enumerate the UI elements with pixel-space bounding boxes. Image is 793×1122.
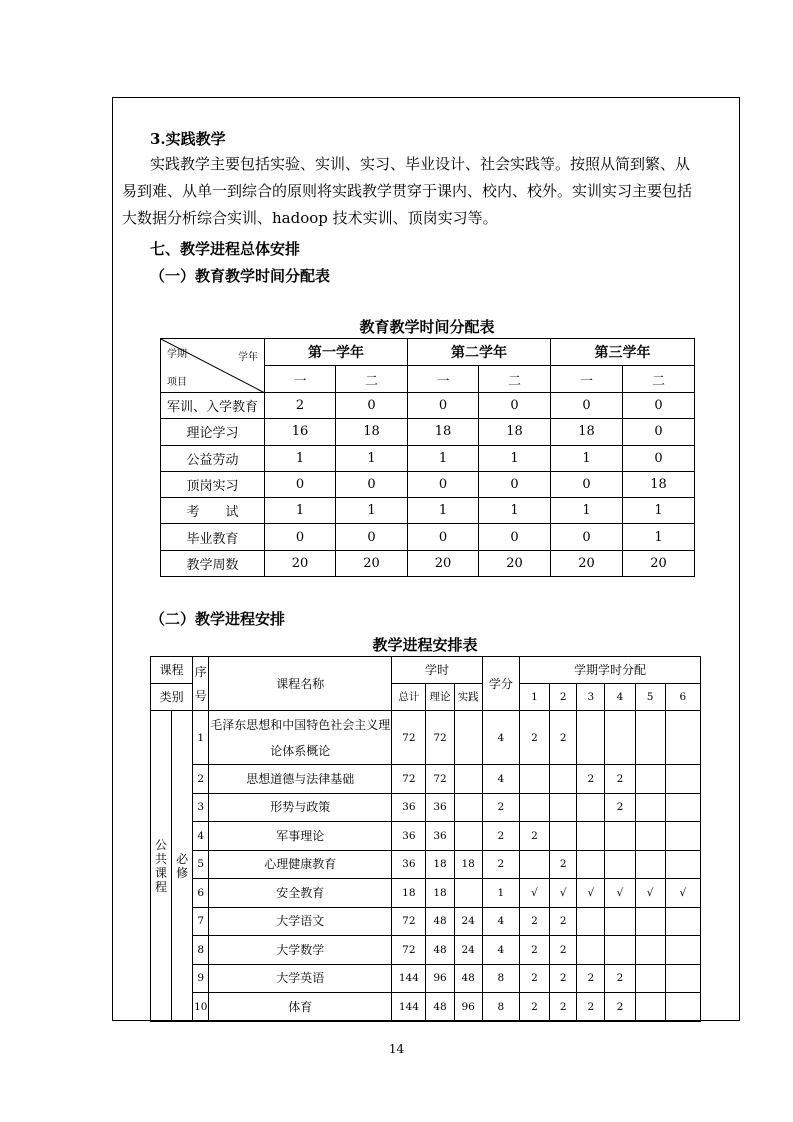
table-cell: 0 [336,393,408,419]
table-row [161,445,695,471]
term-hours [550,822,577,851]
hours-practice: 24 [454,907,482,936]
term-hours [605,711,635,765]
table-cell: 20 [551,550,623,576]
course-name [209,993,392,1022]
hours-theory: 48 [426,907,454,936]
table-cell: 0 [551,393,623,419]
time-allocation-table [160,338,695,577]
table-cell: 1 [623,498,695,524]
header-category-1: 课程 [151,657,193,684]
year-header-1: 第一学年 [265,339,408,366]
section-3-line-1: 实践教学主要包括实验、实训、实习、毕业设计、社会实践等。按照从简到繁、从 [150,155,691,173]
course-name [209,936,392,965]
credits: 4 [482,711,519,765]
table-cell: 18 [623,471,695,497]
term-hours [635,993,665,1022]
term-hours: 2 [519,711,549,765]
year-header-2: 第二学年 [408,339,551,366]
table-cell: 0 [265,524,336,550]
term-header: 二 [479,366,551,393]
term-hours [550,793,577,822]
header-term: 2 [550,684,577,711]
hours-total: 36 [392,822,426,851]
table-cell: 18 [408,419,479,445]
category-public-courses [151,711,172,1022]
term-hours [519,850,549,879]
required-char: 修 [176,865,189,880]
table-row [161,419,695,445]
term-hours: 2 [577,993,605,1022]
table-cell: 0 [479,471,551,497]
term-hours: 2 [550,850,577,879]
row-label: 顶岗实习 [161,471,265,497]
header-term: 1 [519,684,549,711]
term-header: 一 [265,366,336,393]
term-hours [635,765,665,794]
term-hours: 2 [550,711,577,765]
table-cell: 20 [265,550,336,576]
hours-total: 144 [392,964,426,993]
table-cell: 0 [336,524,408,550]
hours-theory: 18 [426,879,454,908]
table-row [151,822,701,851]
table-cell: 20 [623,550,695,576]
row-label: 教学周数 [161,550,265,576]
category-char: 程 [155,879,168,894]
corner-year-label: 学年 [238,352,258,363]
course-name [209,850,392,879]
table-cell: 1 [408,498,479,524]
term-hours [577,936,605,965]
table-row [151,793,701,822]
hours-total: 72 [392,711,426,765]
table-cell: 18 [336,419,408,445]
corner-period-label: 学期 [167,349,187,360]
hours-theory: 36 [426,822,454,851]
header-term: 3 [577,684,605,711]
course-no: 5 [193,850,209,879]
sub2-heading: （二）教学进程安排 [150,610,286,628]
term-hours [665,936,700,965]
table-cell: 1 [551,445,623,471]
term-hours [577,907,605,936]
header-credits: 学分 [482,657,519,711]
term-hours: 2 [577,964,605,993]
table-cell: 0 [265,471,336,497]
term-hours: 2 [550,964,577,993]
term-hours [635,907,665,936]
course-name-line: 军事理论 [276,828,325,843]
term-hours [635,793,665,822]
course-name [209,711,392,765]
schedule-table [150,656,701,1022]
term-hours [665,711,700,765]
section-3-heading: 3.实践教学 [150,130,226,148]
course-name-line: 大学英语 [276,971,325,986]
term-hours: √ [665,879,700,908]
table-row [161,498,695,524]
header-course-name: 课程名称 [209,657,392,711]
table-cell: 18 [551,419,623,445]
schedule-caption: 教学进程安排表 [372,636,478,654]
course-no: 7 [193,907,209,936]
course-no: 3 [193,793,209,822]
term-hours: 2 [605,765,635,794]
course-name-line: 心理健康教育 [264,857,337,872]
header-practice: 实践 [454,684,482,711]
header-hours: 学时 [392,657,482,684]
term-hours: 2 [550,936,577,965]
credits: 2 [482,850,519,879]
table-row [161,471,695,497]
credits: 2 [482,793,519,822]
credits: 4 [482,936,519,965]
term-hours: 2 [605,993,635,1022]
row-label: 考 试 [161,498,265,524]
course-name [209,964,392,993]
term-hours: 2 [519,936,549,965]
course-name-line: 毛泽东思想和中国特色社会主义理 [210,717,391,732]
table-cell: 0 [479,393,551,419]
header-term: 5 [635,684,665,711]
table-cell: 20 [336,550,408,576]
category-char: 课 [155,865,168,880]
term-header: 一 [551,366,623,393]
course-name-line: 大学数学 [276,942,325,957]
course-name [209,822,392,851]
term-hours [665,993,700,1022]
hours-theory: 96 [426,964,454,993]
term-hours [605,822,635,851]
term-header: 一 [408,366,479,393]
table-row [151,993,701,1022]
table-cell: 1 [265,498,336,524]
hours-theory: 48 [426,993,454,1022]
course-name [209,765,392,794]
term-hours: 2 [577,765,605,794]
term-hours [635,964,665,993]
hours-total: 72 [392,936,426,965]
table-cell: 0 [623,419,695,445]
course-no: 2 [193,765,209,794]
table-row [151,765,701,794]
course-no: 8 [193,936,209,965]
course-name-line: 思想道德与法律基础 [246,771,355,786]
section-3-line-2: 易到难、从单一到综合的原则将实践教学贯穿于课内、校内、校外。实训实习主要包括 [122,182,693,200]
hours-theory: 72 [426,765,454,794]
sub1-heading: （一）教育教学时间分配表 [150,267,331,285]
hours-total: 18 [392,879,426,908]
header-seq-1: 序 [194,664,207,679]
credits: 8 [482,993,519,1022]
course-name-line: 大学语文 [276,914,325,929]
table-cell: 0 [623,393,695,419]
credits: 4 [482,765,519,794]
table-cell: 1 [265,445,336,471]
table-cell: 0 [551,524,623,550]
course-name [209,879,392,908]
hours-practice: 96 [454,993,482,1022]
hours-practice: 24 [454,936,482,965]
course-no: 6 [193,879,209,908]
table-cell: 1 [551,498,623,524]
term-hours [550,765,577,794]
category-char: 公 [155,837,168,852]
hours-practice [454,793,482,822]
table-cell: 1 [479,445,551,471]
table-row [151,850,701,879]
header-category-2: 类别 [151,684,193,711]
table-row [151,936,701,965]
section-7-heading: 七、教学进程总体安排 [150,240,301,258]
course-no: 4 [193,822,209,851]
hours-practice [454,879,482,908]
term-hours [635,711,665,765]
header-seq [193,657,209,711]
term-hours [577,822,605,851]
table-row [151,711,701,765]
hours-practice [454,765,482,794]
term-hours: √ [519,879,549,908]
term-hours [577,793,605,822]
course-no: 10 [193,993,209,1022]
table-row [151,964,701,993]
table-cell: 1 [479,498,551,524]
credits: 4 [482,907,519,936]
course-no: 1 [193,711,209,765]
hours-theory: 36 [426,793,454,822]
row-label: 毕业教育 [161,524,265,550]
table-cell: 20 [408,550,479,576]
table-cell: 18 [479,419,551,445]
term-hours: 2 [550,907,577,936]
hours-theory: 48 [426,936,454,965]
page-number: 14 [388,1042,405,1056]
table-cell: 0 [336,471,408,497]
term-hours: 2 [519,964,549,993]
term-hours: 2 [605,964,635,993]
term-header: 二 [336,366,408,393]
header-term: 6 [665,684,700,711]
table-cell: 20 [479,550,551,576]
term-hours [665,964,700,993]
term-hours: 2 [519,822,549,851]
table-row [161,524,695,550]
table-cell: 0 [408,471,479,497]
hours-total: 72 [392,907,426,936]
table-cell: 2 [265,393,336,419]
hours-practice: 48 [454,964,482,993]
hours-total: 36 [392,850,426,879]
course-name [209,793,392,822]
table-cell: 0 [408,524,479,550]
term-hours [577,850,605,879]
term-hours [519,765,549,794]
course-name-line: 形势与政策 [270,800,331,815]
header-theory: 理论 [426,684,454,711]
term-hours [605,850,635,879]
hours-practice [454,711,482,765]
term-hours: √ [605,879,635,908]
course-name-line: 安全教育 [276,885,325,900]
table-cell: 0 [408,393,479,419]
table-cell: 1 [408,445,479,471]
year-header-3: 第三学年 [551,339,695,366]
table-row [151,907,701,936]
credits: 2 [482,822,519,851]
term-hours [519,793,549,822]
header-total: 总计 [392,684,426,711]
table-row [151,879,701,908]
table-row [161,393,695,419]
term-hours [577,711,605,765]
term-hours: 2 [605,793,635,822]
term-hours [635,850,665,879]
category-char: 共 [155,851,168,866]
table-cell: 1 [336,498,408,524]
required-char: 必 [176,851,189,866]
table-cell: 0 [623,445,695,471]
header-term: 4 [605,684,635,711]
course-name-line: 论体系概论 [270,743,331,758]
row-label: 公益劳动 [161,445,265,471]
term-hours [635,822,665,851]
term-hours [665,765,700,794]
table-corner-cell [161,339,265,393]
term-hours: √ [635,879,665,908]
row-label: 理论学习 [161,419,265,445]
hours-practice: 18 [454,850,482,879]
table-cell: 1 [336,445,408,471]
course-name-line: 体育 [288,999,313,1014]
term-hours: 2 [550,993,577,1022]
time-table-caption: 教育教学时间分配表 [359,318,495,336]
course-no: 9 [193,964,209,993]
credits: 8 [482,964,519,993]
term-hours [605,936,635,965]
hours-total: 36 [392,793,426,822]
term-hours: √ [577,879,605,908]
category-required [172,711,193,1022]
term-hours [605,907,635,936]
term-header: 二 [623,366,695,393]
hours-total: 72 [392,765,426,794]
hours-theory: 72 [426,711,454,765]
term-hours [665,793,700,822]
term-hours [665,907,700,936]
term-hours: √ [550,879,577,908]
table-cell: 0 [551,471,623,497]
term-hours [665,850,700,879]
term-hours: 2 [519,993,549,1022]
term-hours [665,822,700,851]
table-cell: 16 [265,419,336,445]
credits: 1 [482,879,519,908]
hours-theory: 18 [426,850,454,879]
hours-total: 144 [392,993,426,1022]
header-term-allocation: 学期学时分配 [519,657,700,684]
corner-item-label: 项目 [167,377,187,388]
row-label: 军训、入学教育 [161,393,265,419]
table-cell: 1 [623,524,695,550]
section-3-line-3: 大数据分析综合实训、hadoop 技术实训、顶岗实习等。 [122,209,498,227]
table-row [161,550,695,576]
table-cell: 0 [479,524,551,550]
term-hours [635,936,665,965]
header-seq-2: 号 [194,688,207,703]
hours-practice [454,822,482,851]
course-name [209,907,392,936]
term-hours: 2 [519,907,549,936]
